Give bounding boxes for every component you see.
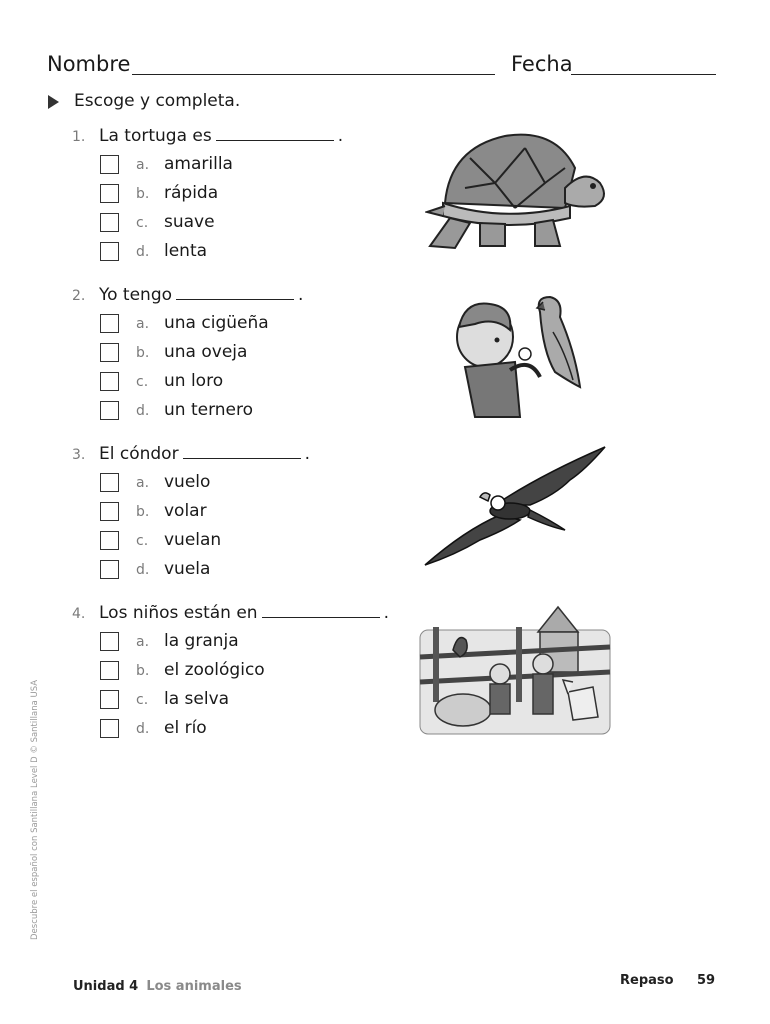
question-prompt — [99, 603, 389, 623]
option-letter: b. — [136, 186, 150, 202]
answer-checkbox[interactable] — [100, 560, 119, 579]
question-text: Los niños están en — [99, 603, 258, 623]
question-period: . — [383, 603, 389, 623]
option-letter: d. — [136, 403, 150, 419]
answer-blank[interactable] — [176, 287, 294, 300]
option-letter: a. — [136, 157, 150, 173]
option-text: un loro — [164, 371, 224, 391]
option-text: vuela — [164, 559, 211, 579]
answer-checkbox[interactable] — [100, 184, 119, 203]
instruction-text: Escoge y completa. — [74, 91, 241, 111]
question-number: 4. — [72, 606, 86, 622]
option-text: lenta — [164, 241, 208, 261]
name-label: Nombre — [47, 52, 131, 76]
footer-section: Repaso — [620, 973, 674, 988]
question-period: . — [304, 444, 310, 464]
boy-with-parrot-illustration — [445, 292, 590, 420]
answer-checkbox[interactable] — [100, 372, 119, 391]
question-period: . — [337, 126, 344, 146]
question-number: 3. — [72, 447, 86, 463]
option-letter: a. — [136, 475, 150, 491]
option-text: la granja — [164, 631, 239, 651]
answer-checkbox[interactable] — [100, 242, 119, 261]
answer-checkbox[interactable] — [100, 632, 119, 651]
farm-illustration — [418, 602, 613, 737]
option-letter: c. — [136, 374, 149, 390]
question-text: El cóndor — [99, 444, 179, 464]
option-text: el río — [164, 718, 207, 738]
footer-unit-line — [73, 975, 242, 994]
option-letter: b. — [136, 504, 150, 520]
question-text: Yo tengo — [99, 285, 173, 305]
copyright-sidenote: Descubre el español con Santillana Level D © Santillana USA — [30, 679, 40, 940]
answer-checkbox[interactable] — [100, 213, 119, 232]
option-text: suave — [164, 212, 215, 232]
option-text: un ternero — [164, 400, 254, 420]
option-letter: d. — [136, 721, 150, 737]
answer-blank[interactable] — [262, 605, 380, 618]
option-letter: b. — [136, 345, 150, 361]
date-label: Fecha — [511, 52, 573, 76]
answer-checkbox[interactable] — [100, 401, 119, 420]
question-number: 1. — [72, 129, 86, 145]
question-prompt — [99, 126, 343, 146]
question-number: 2. — [72, 288, 86, 304]
option-letter: c. — [136, 533, 149, 549]
answer-checkbox[interactable] — [100, 661, 119, 680]
answer-checkbox[interactable] — [100, 155, 119, 174]
option-text: amarilla — [164, 154, 233, 174]
question-prompt — [99, 285, 303, 305]
option-text: una cigüeña — [164, 313, 269, 333]
option-text: la selva — [164, 689, 230, 709]
answer-checkbox[interactable] — [100, 719, 119, 738]
option-text: rápida — [164, 183, 219, 203]
answer-checkbox[interactable] — [100, 473, 119, 492]
footer-unit: Unidad 4 — [73, 979, 139, 994]
instruction-arrow-icon — [48, 94, 59, 113]
turtle-illustration — [425, 128, 615, 253]
condor-illustration — [420, 445, 610, 573]
option-letter: a. — [136, 316, 150, 332]
name-field[interactable] — [132, 74, 495, 75]
answer-blank[interactable] — [216, 128, 334, 141]
option-text: vuelo — [164, 472, 211, 492]
question-prompt — [99, 444, 310, 464]
option-letter: c. — [136, 692, 149, 708]
answer-checkbox[interactable] — [100, 343, 119, 362]
option-letter: c. — [136, 215, 149, 231]
option-text: vuelan — [164, 530, 222, 550]
answer-checkbox[interactable] — [100, 531, 119, 550]
option-letter: d. — [136, 562, 150, 578]
footer-topic: Los animales — [146, 979, 242, 994]
option-letter: a. — [136, 634, 150, 650]
option-letter: b. — [136, 663, 150, 679]
answer-checkbox[interactable] — [100, 690, 119, 709]
question-text: La tortuga es — [99, 126, 212, 146]
option-letter: d. — [136, 244, 150, 260]
date-field[interactable] — [571, 74, 716, 75]
question-period: . — [298, 285, 304, 305]
answer-checkbox[interactable] — [100, 314, 119, 333]
answer-blank[interactable] — [183, 446, 301, 459]
option-text: volar — [164, 501, 207, 521]
answer-checkbox[interactable] — [100, 502, 119, 521]
page-number: 59 — [697, 973, 716, 988]
option-text: una oveja — [164, 342, 248, 362]
option-text: el zoológico — [164, 660, 265, 680]
